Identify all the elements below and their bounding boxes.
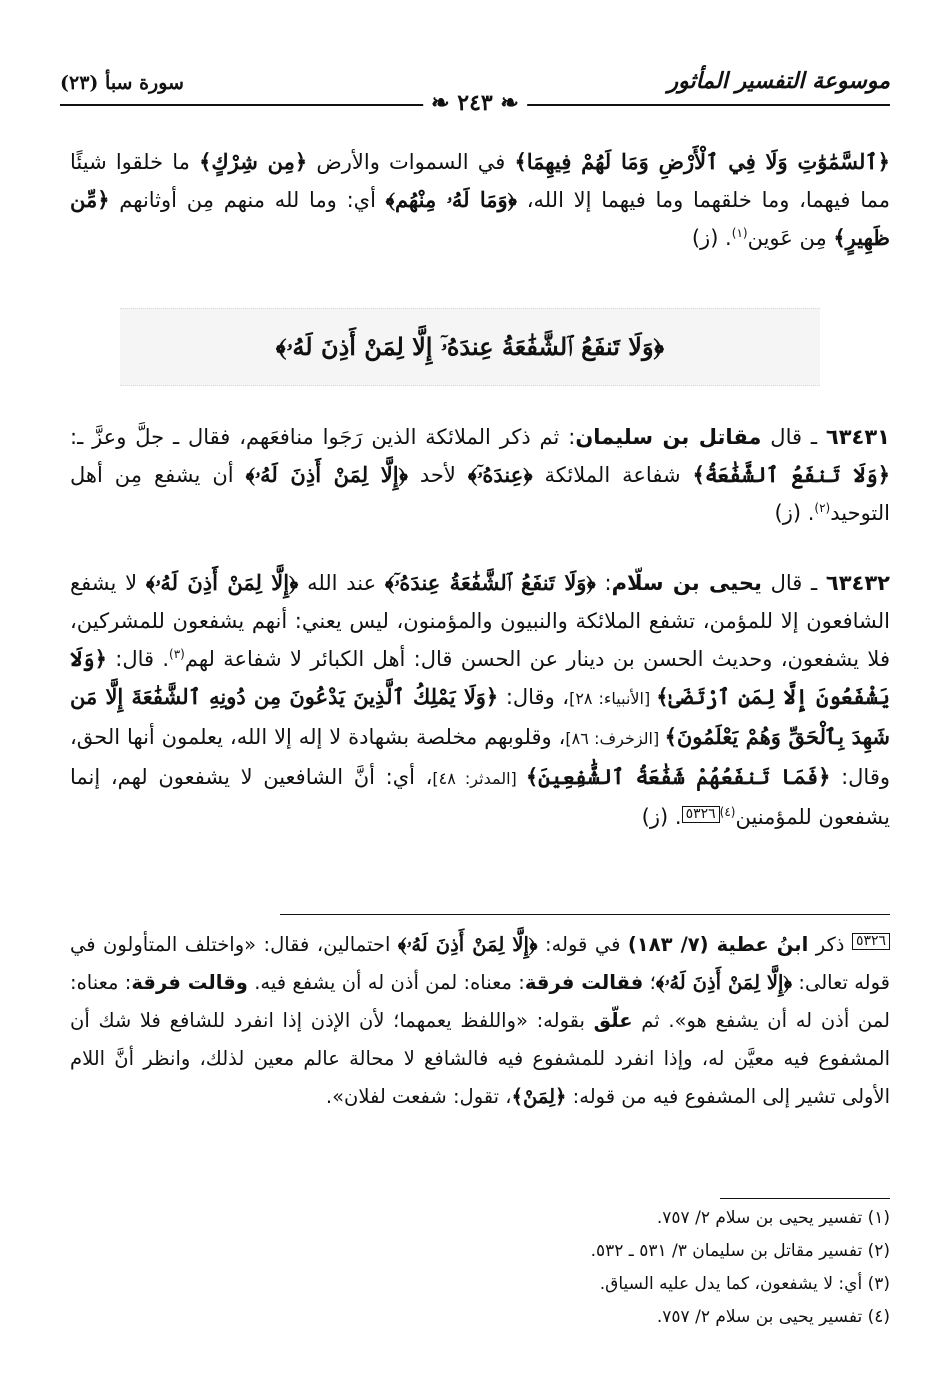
quran-quote: ﴿وَلَا تَنفَعُ ٱلشَّفَٰعَةُ عِندَهُۥٓ﴾ [384, 570, 596, 595]
footnote-ref: (٤) [719, 805, 736, 819]
surah-reference: [الأنبياء: ٢٨] [569, 689, 657, 708]
citation: (٧/ ١٨٣) [627, 933, 717, 956]
footnote-1: (١) تفسير يحيى بن سلام ٢/ ٧٥٧. [656, 1208, 890, 1228]
surah-reference: [الزخرف: ٨٦] [565, 729, 665, 748]
quran-quote: ﴿وَلَا يَشْفَعُونَ إِلَّا لِمَنِ ٱرْتَضَىٰ﴾ [70, 646, 890, 709]
footnote-2: (٢) تفسير مقاتل بن سليمان ٣/ ٥٣١ ـ ٥٣٢. [590, 1241, 890, 1261]
quran-quote: ﴿فَمَا تَنفَعُهُمْ شَفَٰعَةُ ٱلشَّٰفِعِينَ﴾ [525, 764, 831, 789]
footnote-ref: (٢) [814, 501, 831, 515]
surah-label: سورة سبأ (٢٣) [60, 72, 184, 94]
footnote-ref: (٣) [169, 647, 185, 661]
narration-63431: ٦٣٤٣١ ـ قال مقاتل بن سليمان: ثم ذكر الملائكة الذين رَجَوا منافعَهم، فقال ـ جلَّ وعزَّ ـ: ﴿وَلَا تَنفَعُ ٱلشَّفَٰعَةُ﴾ شفاعة الملائكة ﴿عِندَهُۥٓ﴾ لأحد ﴿إِلَّا لِمَنْ أَذِنَ لَهُۥ﴾ أن يشفع مِن أهل التوحيد$^{(٢)}$. (ز) [70, 425, 891, 525]
surah-reference: [المدثر: ٤٨] [432, 769, 526, 788]
footnotes [400, 1198, 890, 1330]
page-header [60, 64, 890, 124]
quran-quote: ﴿وَلَا يَمْلِكُ ٱلَّذِينَ يَدْعُونَ مِن دُونِهِ ٱلشَّفَٰعَةَ إِلَّا مَن شَهِدَ بِٱلْحَقِّ وَهُمْ يَعْلَمُونَ﴾ [70, 684, 890, 749]
note-ref-box: ٥٣٢٦ [682, 806, 720, 823]
quran-quote: ﴿مِّن ظَهِيرٍ﴾ [70, 187, 890, 250]
footnote-ref: (١) [731, 226, 748, 240]
narrator-name: يحيى بن سلّام [611, 571, 762, 595]
quran-quote: ﴿إِلَّا لِمَنْ أَذِنَ لَهُۥ﴾ [655, 971, 793, 994]
narration-63432: ٦٣٤٣٢ ـ قال يحيى بن سلّام: ﴿وَلَا تَنفَعُ ٱلشَّفَٰعَةُ عِندَهُۥٓ﴾ عند الله ﴿إِلَّا لِمَنْ أَذِنَ لَهُۥ﴾ لا يشفع الشافعون إلا للمؤمن، تشفع الملائكة والنبيون والمؤمنون، ليس يعني: أنهم يشفعون للمشركين، فلا يشفعون، وحديث الحسن بن دينار عن الحسن قال: أهل الكبائر لا شفاعة لهم$^{(٣)}$. قال: ﴿وَلَا يَشْفَعُونَ إِلَّا لِمَنِ ٱرْتَضَىٰ﴾ [الأنبياء: ٢٨]، وقال: ﴿وَلَا يَمْلِكُ ٱلَّذِينَ يَدْعُونَ مِن دُونِهِ ٱلشَّفَٰعَةَ إِلَّا مَن شَهِدَ بِٱلْحَقِّ وَهُمْ يَعْلَمُونَ﴾ [الزخرف: ٨٦]، وقلوبهم مخلصة بشهادة لا إله إلا الله، يعلمون أنها الحق، وقال: ﴿فَمَا تَنفَعُهُمْ شَفَٰعَةُ ٱلشَّٰفِعِينَ﴾ [المدثر: ٤٨]، أي: أنَّ الشافعين لا يشفعون لهم، إنما يشفعون للمؤمنين$^{(٤)}$٥٣٢٦. (ز) [70, 570, 891, 829]
scholar-name: ابنُ عطية [716, 933, 809, 956]
commentary-note: ٥٣٢٦ ذكر ابنُ عطية (٧/ ١٨٣) في قوله: ﴿إِلَّا لِمَنْ أَذِنَ لَهُۥ﴾ احتمالين، فقال: «واختلف المتأولون في قوله تعالى: ﴿إِلَّا لِمَنْ أَذِنَ لَهُۥ﴾؛ فقالت فرقة: معناه: لمن أذن له أن يشفع فيه. وقالت فرقة: معناه: لمن أذن له أن يشفع هو». ثم علّق بقوله: «واللفظ يعمهما؛ لأن الإذن إذا انفرد للشافع فلا شك أن المشفوع فيه معيَّن له، وإذا انفرد للمشفوع فيه فالشافع لا محالة عالم معين لذلك، وانظر أنَّ اللام الأولى تشير إلى المشفوع فيه من قوله: ﴿لِمَنْ﴾، تقول: شفعت لفلان». [70, 933, 891, 1108]
quran-quote: ﴿وَلَا تَنفَعُ ٱلشَّفَٰعَةُ﴾ [692, 462, 891, 487]
quran-quote: ﴿وَمَا لَهُۥ مِنْهُم﴾ [385, 187, 517, 212]
narration-number: ٦٣٤٣٢ [825, 571, 890, 595]
narrator-name: مقاتل بن سليمان [575, 425, 762, 449]
quran-quote: ﴿مِن شِرْكٍ﴾ [199, 149, 308, 174]
narration-number: ٦٣٤٣١ [825, 425, 890, 449]
note-separator [280, 914, 890, 915]
quran-quote: ﴿عِندَهُۥٓ﴾ [467, 462, 533, 487]
quran-quote: ﴿ٱلسَّمَٰوَٰتِ وَلَا فِي ٱلْأَرْضِ وَمَا لَهُمْ فِيهِمَا﴾ [514, 149, 890, 174]
quran-quote: ﴿إِلَّا لِمَنْ أَذِنَ لَهُۥ﴾ [245, 462, 408, 487]
paragraph-continuation: ﴿ٱلسَّمَٰوَٰتِ وَلَا فِي ٱلْأَرْضِ وَمَا لَهُمْ فِيهِمَا﴾ في السموات والأرض ﴿مِن شِرْكٍ﴾ ما خلقوا شيئًا مما فيهما، وما خلقهما وما فيهما إلا الله، ﴿وَمَا لَهُۥ مِنْهُم﴾ أي: وما لله منهم مِن أوثانهم ﴿مِّن ظَهِيرٍ﴾ مِن عَوين$^{(١)}$. (ز) [70, 149, 890, 250]
verse-banner: ﴿وَلَا تَنفَعُ ٱلشَّفَٰعَةُ عِندَهُۥٓ إِلَّا لِمَنْ أَذِنَ لَهُۥ﴾ [120, 308, 820, 386]
book-title: موسوعة التفسير المأثور [667, 68, 890, 94]
quran-quote: ﴿لِمَنْ﴾ [511, 1085, 567, 1108]
note-number-box: ٥٣٢٦ [852, 933, 890, 950]
quran-quote: ﴿إِلَّا لِمَنْ أَذِنَ لَهُۥ﴾ [145, 570, 299, 595]
footnote-3: (٣) أي: لا يشفعون، كما يدل عليه السياق. [599, 1274, 890, 1294]
quran-quote: ﴿إِلَّا لِمَنْ أَذِنَ لَهُۥ﴾ [397, 933, 538, 956]
page-number: ❧ ٢٤٣ ❧ [423, 90, 527, 116]
footnote-4: (٤) تفسير يحيى بن سلام ٢/ ٧٥٧. [656, 1307, 890, 1327]
